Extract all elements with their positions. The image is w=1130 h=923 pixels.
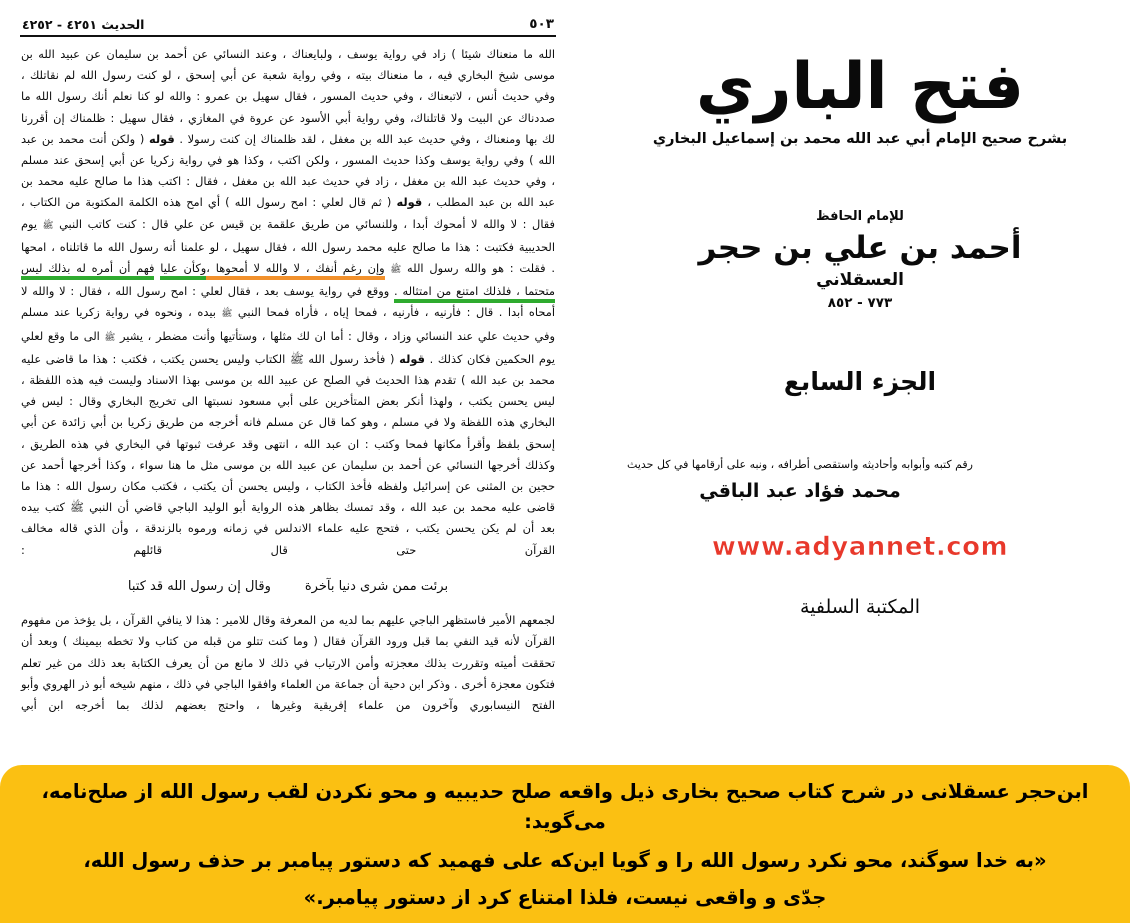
- author-life-dates: ٧٧٣ - ٨٥٢: [827, 295, 893, 312]
- page-header: [18, 16, 558, 35]
- qawluhu-marker-2: قوله: [396, 195, 423, 210]
- paragraph-4-text: ( فأخذ رسول الله ﷺ الكتاب وليس يحسن يكتب ، فكتب : هذا ما قاضى عليه محمد بن عبد الله ) تقدم هذا الحديث في الصلح عن عبيد الله بن موسى بهذا الاسناد وليست فيه هذه اللفظة ، ليس يحسن يكتب ، ولهذا أنكر بعض المتأخرين على أبي مسعود نسبتها الى تخريج البخاري وقال : ليس في البخاري هذه اللفظة ولا في مسلم ، وهو كما قال عن مسلم فانه أخرجه من طريق زكريا بن أبي زائدة عن أبي إسحق بلفظ وأقرأ مكانها فمحا وكتب : ان عبد الله ، انتهى وقد عرفت ثبوتها في البخاري في هذه الطريق ، وكذلك أخرجها النسائي عن أحمد بن سليمان عن عبيد الله بن موسى مثل ما هنا سواء ، وكذا أخرجها أحمد عن حجين بن المثنى عن إسرائيل ولفظه فأخذ الكتاب ، وليس يحسن أن يكتب ، فكتب مكان رسول الله : هذا ما قاضى عليه محمد بن عبد الله ، وقد تمسك بظاهر هذه الرواية أبو الوليد الباجي قاضي أن النبي ﷺ كتب بيده بعد أن لم يكن يحسن يكتب ، فتحج عليه علماء الاندلس في زمانه ورموه بالزندقة ، وأن الذي قاله مخالف القرآن حتى قال قائلهم :: [21, 351, 555, 557]
- author-name: أحمد بن علي بن حجر: [698, 230, 1022, 267]
- paragraph-3-text-rest: ووقع في رواية يوسف بعد ، فقال لعلي : امح رسول الله ، فقال : لا والله لا أمحاه أبدا . قال : فأرنيه ، فأرنيه ، فمحا إياه ، فأراه فمحا النبي ﷺ بيده ، ونحوه في رواية زكريا عند مسلم وفي حديث علي عند النسائي وزاد ، وقال : أما ان لك مثلها ، وستأتيها وأنت مضطر ، يشير ﷺ الى ما وقع لعلي يوم الحكمين فكان كذلك .: [21, 284, 555, 366]
- page-number-label: ٥٠٣: [529, 16, 554, 32]
- hadith-range-label: الحديث ٤٢٥١ - ٤٢٥٢: [22, 17, 145, 32]
- sallallahu-sigil: ﷺ: [221, 309, 233, 320]
- caption-line-1: ابن‌حجر عسقلانی در شرح کتاب صحیح بخاری ذیل واقعه صلح حدیبیه و محو نکردن لقب رسول الله از صلح‌نامه، می‌گوید:: [41, 780, 1089, 834]
- arabic-body-text: [18, 44, 558, 561]
- editor-name: محمد فؤاد عبد الباقي: [699, 480, 901, 503]
- qawluhu-marker-3: قوله: [399, 351, 425, 366]
- volume-label: الجزء السابع: [783, 367, 937, 397]
- caption-line-3: جدّی و واقعی نیست، فلذا امتناع کرد از دستور پیامبر.»: [303, 885, 827, 909]
- header-rule-divider: [20, 35, 556, 37]
- paragraph-3-text-start: ( ثم قال لعلي : امح رسول الله ) أي امح هذه الكلمة المكتوبة من الكتاب ، فقال : لا والله لا أمحوك أبدا ، وللنسائي من طريق علقمة بن قيس عن علي قال : كنت كاتب النبي ﷺ يوم الحديبية فكتبت : هذا ما صالح عليه محمد رسول الله ، فقال سهيل ، لو علمنا أنه رسول الله ما قاتلناه ، امحها . فقلت : هو والله رسول الله ﷺ: [21, 195, 555, 276]
- paragraph-1-text: الله ما منعناك شيئا ) زاد في رواية يوسف ، ولبايعناك ، وعند النسائي عن أحمد بن سليمان عن عبيد الله بن موسى شيخ البخاري فيه ، ما منعناك بيته ، وفي رواية شعبة عن أبي إسحق ، لو كنت رسول الله لم نقاتلك ، وفي حديث أنس ، لاتبعناك ، وفي حديث المسور ، فقال سهيل بن عمرو : والله لو كنا نعلم أنك رسول الله ما صددناك عن البيت ولا قاتلناك، وفي رواية أبي الأسود عن عروة في المغازي ، فقال سهيل : ظلمناك إن أقررنا لك بها ومنعناك ، وفي حديث عبد الله بن مغفل ، لقد ظلمناك إن كنت رسولا .: [21, 47, 556, 146]
- paragraph-5-text: لجمعهم الأمير فاستظهر الباجي عليهم بما لديه من المعرفة وقال للامير : هذا لا ينافي القرآن ، بل يؤخذ من مفهوم القرآن لأنه قيد النفي بما قبل ورود القرآن فقال ( وما كنت تتلو من قبله من كتاب ولا تخطه بيمينك ) وبعد أن تحققت أميته وتقررت بذلك معجزته وأمن الارتياب في ذلك لا مانع من أن يعرف الكتابة بعد ذلك من غير تعلم فتكون معجزة أخرى . وذكر ابن دحية أن جماعة من العلماء وافقوا الباجي في ذلك ، منهم شيخه أبو ذر الهروي وأبو الفتح النيسابوري وآخرون من علماء إفريقية وغيرها ، واحتج بعضهم لذلك بما أخرجه ابن أبي: [21, 613, 555, 713]
- publisher-name: المكتبة السلفية: [799, 596, 921, 619]
- couplet-hemistich-a: برئت ممن شرى دنيا بآخرة: [304, 578, 449, 594]
- book-title: فتح الباري: [695, 50, 1025, 124]
- couplet-hemistich-b: وقال إن رسول الله قد كتبا: [127, 578, 271, 594]
- caption-line-2: «به خدا سوگند، محو نکرد رسول الله را و گویا این‌که علی فهمید که دستور پیامبر بر حذف رسول الله،: [83, 849, 1047, 873]
- paragraph-2-text: ( ولكن أنت محمد بن عبد الله ) وفي رواية يوسف وكذا حديث المسور ، ولكن اكتب ، وكذا هو في رواية زكريا عن أبي إسحق عند مسلم ، وفي حديث عبد الله بن مغفل ، زاد في حديث عبد الله بن مغفل ، فقال : اكتب هذا ما صالح عليه محمد بن عبد الله بن عبد المطلب ،: [21, 131, 555, 210]
- arabic-body-text-continued: [18, 610, 558, 716]
- highlight-orange-underline: وإن رغم أنفك ، لا والله لا أمحوها ،: [206, 261, 384, 280]
- sallallahu-sigil: ﷺ: [42, 220, 54, 231]
- arabic-verse-couplet: [18, 575, 558, 599]
- highlight-green-underline-1: وكأن عليا: [160, 261, 206, 280]
- scanned-page-left: [18, 16, 558, 756]
- caption-banner: [0, 765, 1130, 923]
- book-subtitle: بشرح صحيح الإمام أبي عبد الله محمد بن إسماعيل البخاري: [652, 131, 1068, 148]
- author-nisba: العسقلاني: [816, 270, 904, 291]
- site-watermark: www.adyannet.com: [711, 532, 1009, 563]
- qawluhu-marker-1: قوله: [148, 131, 175, 146]
- paragraph-block: [21, 44, 555, 561]
- scanned-page-right-titlepage: [600, 16, 1120, 756]
- sallallahu-sigil: ﷺ: [104, 332, 116, 343]
- highlight-green-underline-2: فهم أن أمره له بذلك ليس متحتما ، فلذلك امتنع من امتثاله .: [21, 261, 555, 303]
- sallallahu-sigil: ﷺ: [390, 265, 402, 276]
- editor-note: رقم كتبه وأبوابه وأحاديثه واستقصى أطرافه ، ونبه على أرقامها في كل حديث: [627, 458, 973, 472]
- author-honorific: للإمام الحافظ: [816, 209, 904, 225]
